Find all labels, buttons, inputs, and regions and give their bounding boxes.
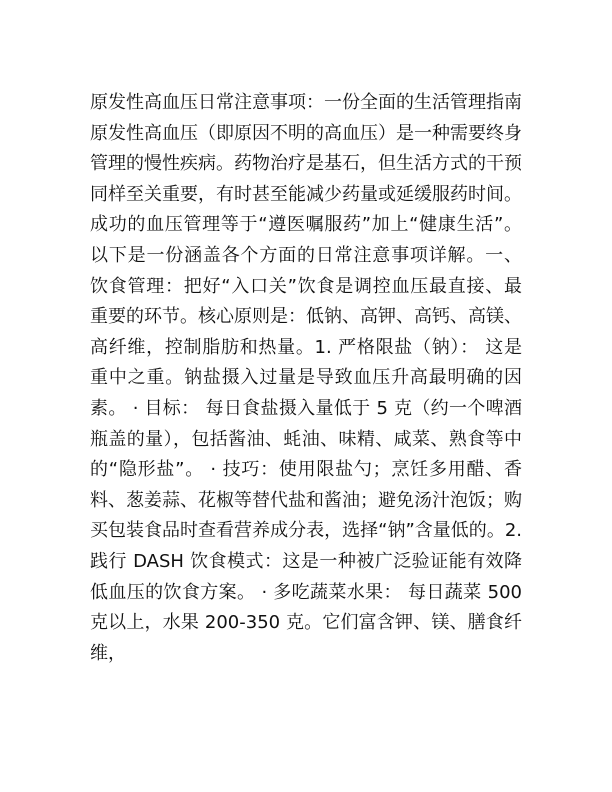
body-paragraph: 原发性高血压日常注意事项：一份全面的生活管理指南原发性高血压（即原因不明的高血压）是一种需要终身管理的慢性疾病。药物治疗是基石，但生活方式的干预同样至关重要，有时甚至能减少药量或延缓服药时间。成功的血压管理等于“遵医嘱服药”加上“健康生活”。以下是一份涵盖各个方面的日常注意事项详解。一、 饮食管理：把好“入口关”饮食是调控血压最直接、最重要的环节。核心原则是：低钠、高钾、高钙、高镁、高纤维，控制脂肪和热量。1. 严格限盐（钠）： 这是重中之重。钠盐摄入过量是导致血压升高最明确的因素。 · 目标： 每日食盐摄入量低于 5 克（约一个啤酒瓶盖的量），包括酱油、蚝油、味精、咸菜、熟食等中的“隐形盐”。 · 技巧：使用限盐勺；烹饪多用醋、香料、葱姜蒜、花椒等替代盐和酱油；避免汤汁泡饭；购买包装食品时查看营养成分表，选择“钠”含量低的。2. 践行 DASH 饮食模式：这是一种被广泛验证能有效降低血压的饮食方案。 · 多吃蔬菜水果： 每日蔬菜 500 克以上，水果 200-350 克。它们富含钾、镁、膳食纤维，	[90, 92, 528, 664]
